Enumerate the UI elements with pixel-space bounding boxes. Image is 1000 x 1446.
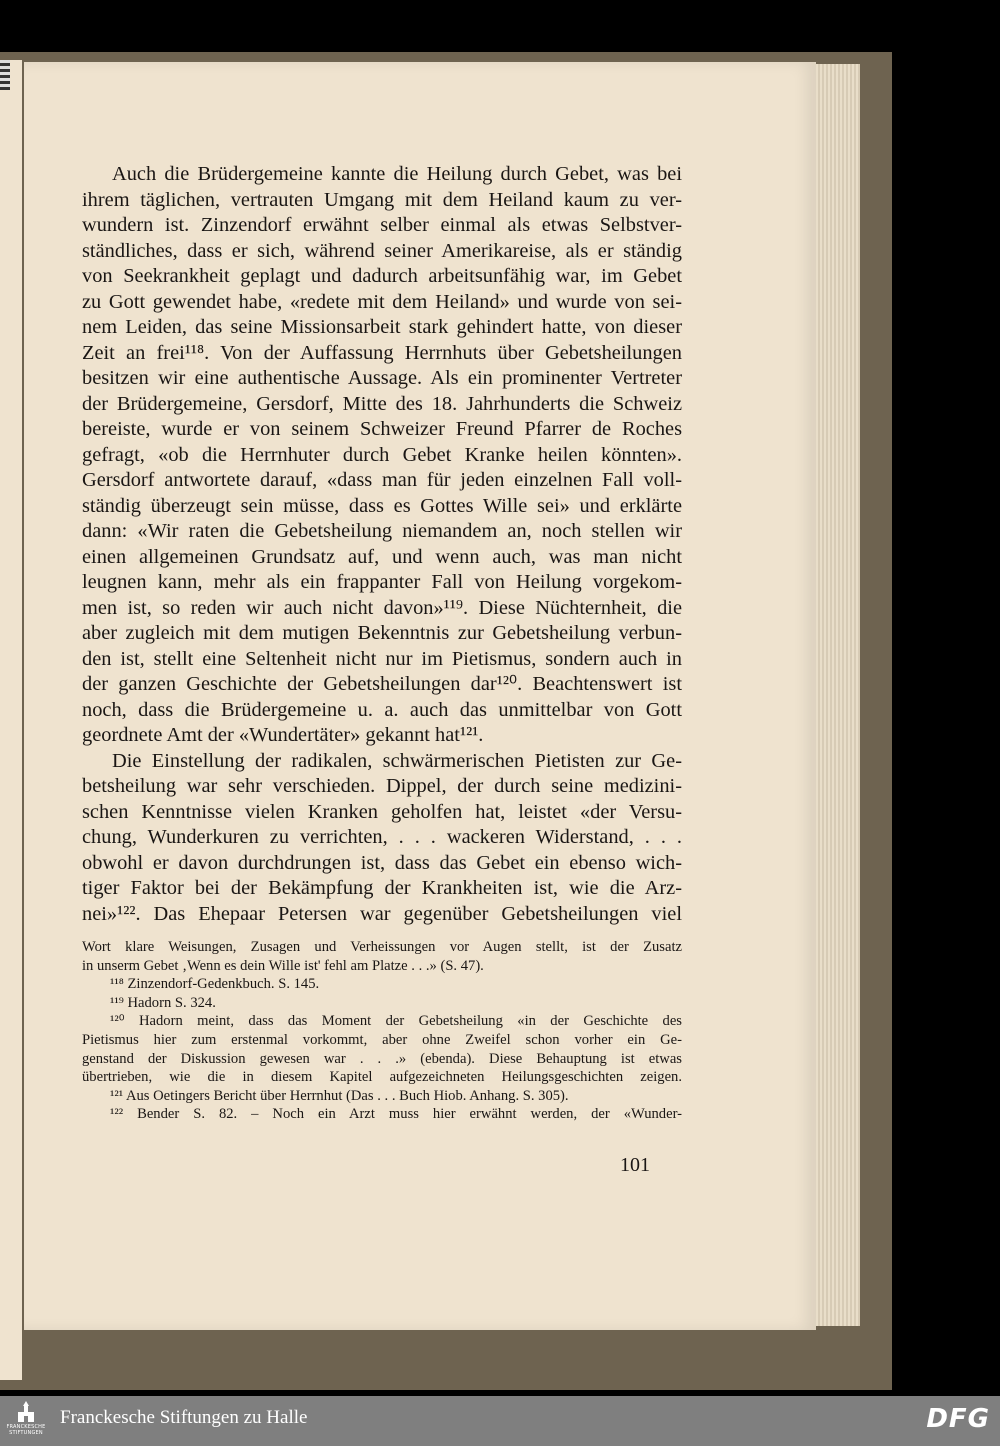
text-line: geordnete Amt der «Wundertäter» gekannt hat¹²¹.: [82, 724, 484, 746]
footnote-line: übertrieben, wie die in diesem Kapitel aufgezeichneten Heilungsgeschichten zeigen.: [82, 1069, 682, 1086]
footnote-121: ¹²¹ Aus Oetingers Bericht über Herrnhut (Das . . . Buch Hiob. Anhang. S. 305).: [110, 1087, 569, 1104]
institution-logo[interactable]: [6, 1400, 46, 1442]
text-line: nei»¹²². Das Ehepaar Petersen war gegenüber Gebetsheilungen viel: [82, 902, 682, 925]
text-line: Auch die Brüdergemeine kannte die Heilung durch Gebet, was bei: [112, 163, 682, 185]
text-line: dann: «Wir raten die Gebetsheilung niemandem an, noch stellen wir: [82, 520, 682, 542]
binding-spine: [0, 60, 10, 90]
text-line: obwohl er davon durchdrungen ist, dass das Gebet ein ebenso wich-: [82, 851, 682, 874]
text-line: leugnen kann, mehr als ein frappanter Fall von Heilung vorgekom-: [82, 571, 682, 593]
text-line: Gersdorf antwortete darauf, «dass man für jeden einzelnen Fall voll-: [82, 469, 682, 491]
text-line: der Brüdergemeine, Gersdorf, Mitte des 18. Jahrhunderts die Schweiz: [82, 392, 682, 415]
logo-text: STIFTUNGEN: [9, 1430, 43, 1436]
footnote-line: Pietismus hier zum erstenmal vorkommt, aber ohne Zweifel schon vorher ein Ge-: [82, 1031, 682, 1048]
text-line: nem Leiden, das seine Missionsarbeit stark gehindert hatte, von dieser: [82, 316, 682, 338]
text-line: chung, Wunderkuren zu verrichten, . . . wackeren Widerstand, . . .: [82, 826, 682, 848]
footnote-line: in unserm Gebet ‚Wenn es dein Wille ist' fehl am Platze . . .» (S. 47).: [82, 957, 484, 974]
footnote-line: genstand der Diskussion gewesen war . . .» (ebenda). Diese Behauptung ist etwas: [82, 1050, 682, 1067]
text-line: wundern ist. Zinzendorf erwähnt selber einmal als etwas Selbstver-: [82, 214, 682, 236]
text-line: Zeit an frei¹¹⁸. Von der Auffassung Herrnhuts über Gebetsheilungen: [82, 341, 682, 364]
text-line: einen allgemeinen Grundsatz auf, und wenn auch, was man nicht: [82, 545, 682, 568]
logo-text: FRANCKESCHE: [6, 1424, 46, 1430]
text-line: aber zugleich mit dem mutigen Bekenntnis zur Gebetsheilung verbun-: [82, 622, 682, 644]
main-text: [82, 162, 682, 927]
text-line: tiger Faktor bei der Bekämpfung der Krankheiten ist, wie die Arz-: [82, 877, 682, 899]
text-line: betsheilung war sehr verschieden. Dippel, der durch seine medizini-: [82, 775, 682, 797]
footnote-line: Wort klare Weisungen, Zusagen und Verheissungen vor Augen stellt, ist der Zusatz: [82, 939, 682, 955]
footer-bar: [0, 1396, 1000, 1446]
text-line: von Seekrankheit geplagt und dadurch arbeitsunfähig war, im Gebet: [82, 265, 682, 287]
left-page-edge: [0, 60, 22, 1380]
book-page: [24, 62, 816, 1330]
building-icon: [15, 1400, 37, 1424]
text-line: gefragt, «ob die Herrnhuter durch Gebet Kranke heilen könnten».: [82, 443, 682, 466]
text-line: besitzen wir eine authentische Aussage. Als ein prominenter Vertreter: [82, 367, 682, 389]
text-line: ständliches, dass er sich, während seiner Amerikareise, als er ständig: [82, 239, 682, 262]
institution-name[interactable]: Franckesche Stiftungen zu Halle: [60, 1407, 308, 1428]
footnote-119: ¹¹⁹ Hadorn S. 324.: [110, 994, 216, 1011]
text-line: ständig überzeugt sein müsse, dass es Gottes Wille sei» und erklärte: [82, 494, 682, 517]
footnotes: [82, 938, 682, 1124]
text-line: der ganzen Geschichte der Gebetsheilungen dar¹²⁰. Beachtenswert ist: [82, 673, 682, 695]
page-number: 101: [620, 1154, 650, 1176]
text-line: schen Kenntnisse vielen Kranken geholfen hat, leistet «der Versu-: [82, 800, 682, 823]
text-line: den ist, stellt eine Seltenheit nicht nur im Pietismus, sondern auch in: [82, 647, 682, 670]
text-line: noch, dass die Brüdergemeine u. a. auch das unmittelbar von Gott: [82, 698, 682, 721]
text-line: men ist, so reden wir auch nicht davon»¹¹⁹. Diese Nüchternheit, die: [82, 596, 682, 619]
text-line: bereiste, wurde er von seinem Schweizer Freund Pfarrer de Roches: [82, 418, 682, 440]
footnote-120: ¹²⁰ Hadorn meint, dass das Moment der Gebetsheilung «in der Geschichte des: [110, 1013, 682, 1030]
footnote-122: ¹²² Bender S. 82. – Noch ein Arzt muss hier erwähnt werden, der «Wunder-: [110, 1106, 682, 1123]
text-line: Die Einstellung der radikalen, schwärmerischen Pietisten zur Ge-: [112, 749, 682, 772]
dfg-logo[interactable]: DFG: [926, 1404, 990, 1434]
text-line: ihrem täglichen, vertrauten Umgang mit dem Heiland kaum zu ver-: [82, 188, 682, 211]
footnote-118: ¹¹⁸ Zinzendorf-Gedenkbuch. S. 145.: [110, 976, 320, 993]
text-line: zu Gott gewendet habe, «redete mit dem Heiland» und wurde von sei-: [82, 290, 682, 313]
